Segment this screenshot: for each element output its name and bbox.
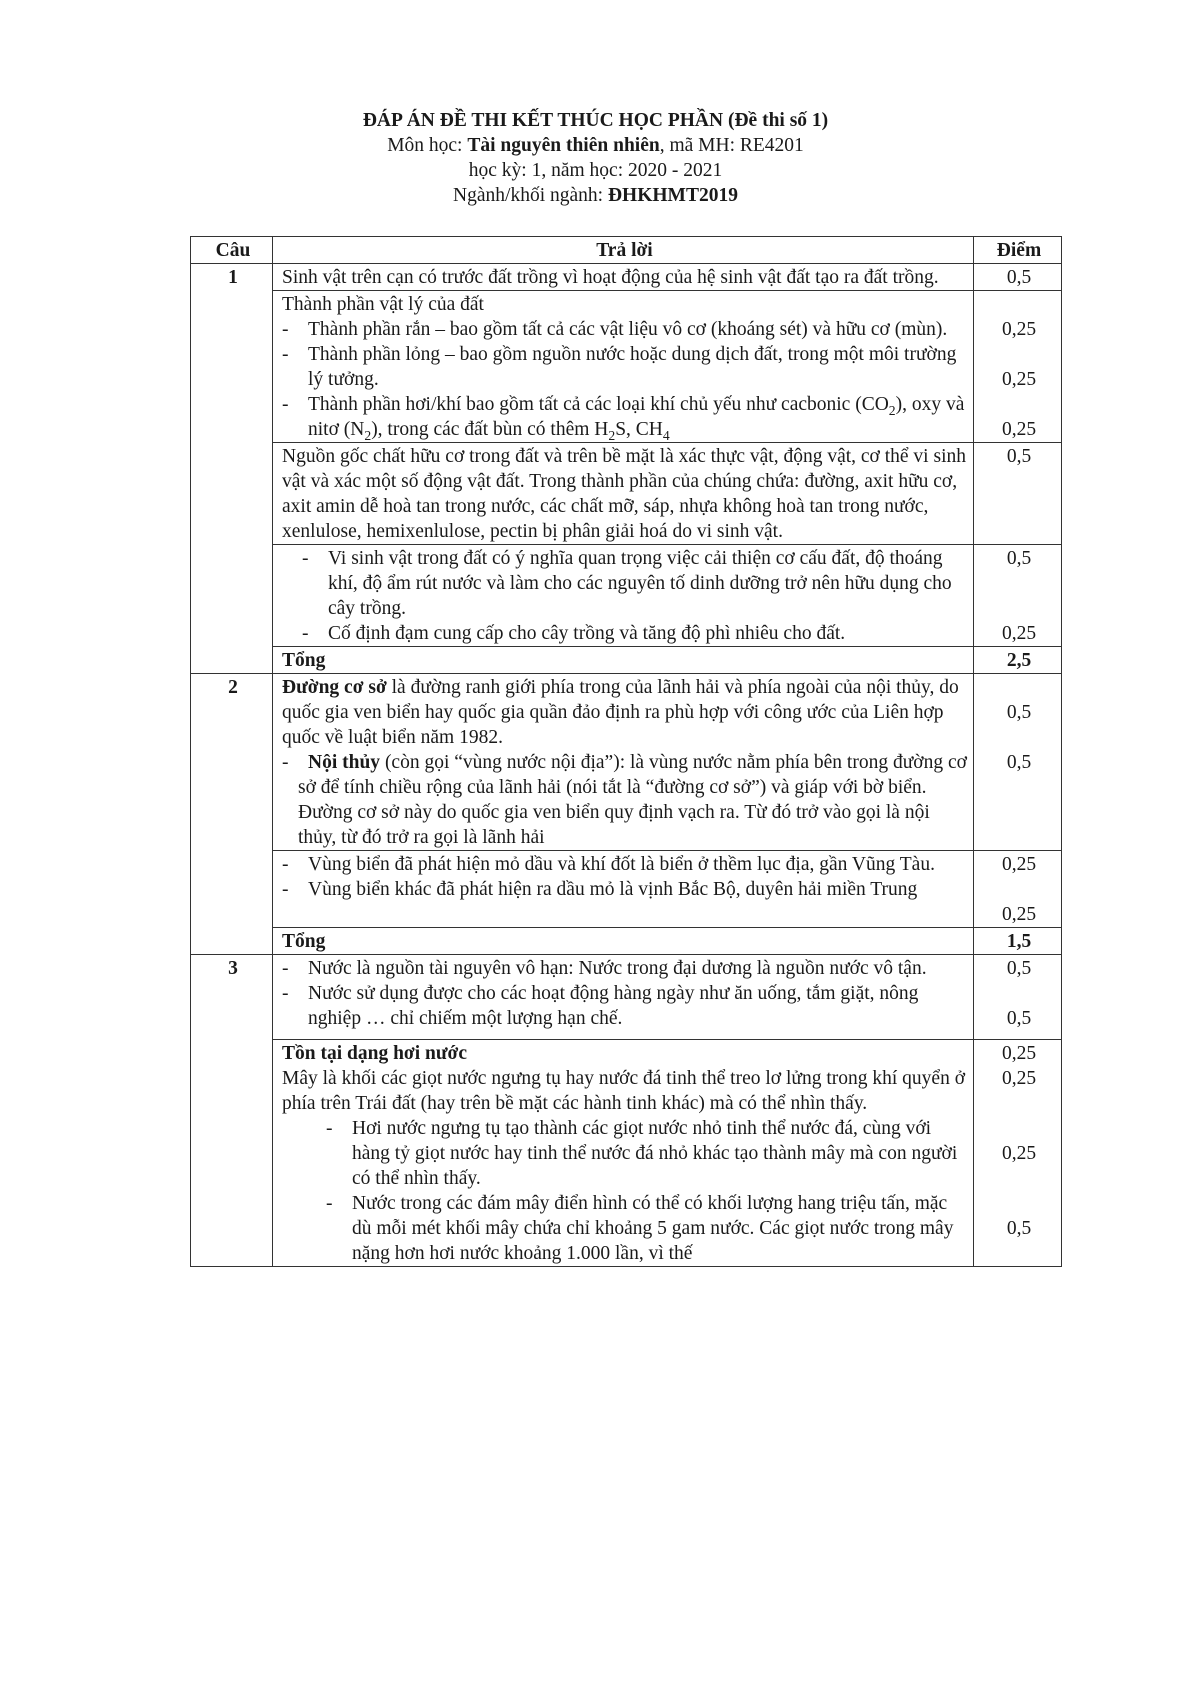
- table-row: [191, 264, 1062, 291]
- answer-cell: - Vùng biển đã phát hiện mỏ dầu và khí đốt là biển ở thềm lục địa, gần Vũng Tàu. - Vùng biển khác đã phát hiện ra dầu mỏ là vịnh Bắc Bộ, duyên hải miền Trung: [273, 851, 974, 928]
- subject-code: , mã MH: RE4201: [659, 135, 804, 156]
- points-cell: 0,25 0,25 0,25: [974, 291, 1062, 443]
- points-cell: 0,5 0,5: [974, 674, 1062, 851]
- total-row: [191, 928, 1062, 955]
- total-points: 2,5: [974, 647, 1062, 674]
- points-cell: 0,25 0,25: [974, 851, 1062, 928]
- points-cell: 0,5 0,5: [974, 955, 1062, 1040]
- answer-cell: Nguồn gốc chất hữu cơ trong đất và trên bề mặt là xác thực vật, động vật, cơ thể vi sinh vật và xác một số động vật đất. Trong thành phần của chúng chứa: đường, axit hữu cơ, axit amin dễ hoà tan trong nước, các chất mỡ, sáp, nhựa không hoà tan trong nước, xenlulose, hemixenlulose, pectin bị phân giải hoá do vi sinh vật.: [273, 443, 974, 545]
- col-points-header: Điểm: [974, 237, 1062, 264]
- answer-cell: Đường cơ sở là đường ranh giới phía trong của lãnh hải và phía ngoài của nội thủy, do quốc gia ven biển hay quốc gia quần đảo định ra phù hợp với công ước của Liên hợp quốc về luật biển năm 1982. - Nội thủy (còn gọi “vùng nước nội địa”): là vùng nước nằm phía bên trong đường cơ sở để tính chiều rộng của lãnh hải (nói tắt là “đường cơ sở”) và giáp với bờ biển. Đường cơ sở này do quốc gia ven biển quy định vạch ra. Từ đó trở vào gọi là nội thủy, từ đó trở ra gọi là lãnh hải: [273, 674, 974, 851]
- document-header: [0, 108, 1191, 208]
- points-cell: 0,5: [974, 443, 1062, 545]
- major-line: Ngành/khối ngành: ĐHKHMT2019: [453, 185, 738, 206]
- document-title: ĐÁP ÁN ĐỀ THI KẾT THÚC HỌC PHẦN (Đề thi số 1): [362, 110, 829, 131]
- table-row: [191, 851, 1062, 928]
- subject-line: Môn học: Tài nguyên thiên nhiên, mã MH: RE4201: [387, 135, 804, 156]
- table-header-row: [191, 237, 1062, 264]
- answer-cell: Tồn tại dạng hơi nước Mây là khối các giọt nước ngưng tụ hay nước đá tinh thể treo lơ lửng trong khí quyển ở phía trên Trái đất (hay trên bề mặt các hành tinh khác) mà có thể nhìn thấy. - Hơi nước ngưng tụ tạo thành các giọt nước nhỏ tinh thể nước đá, cùng với hàng tỷ giọt nước hay tinh thể nước đá nhỏ khác tạo thành mây mà con người có thể nhìn thấy. - Nước trong các đám mây điển hình có thể có khối lượng hang triệu tấn, mặc dù mỗi mét khối mây chứa chỉ khoảng 5 gam nước. Các giọt nước trong mây nặng hơn hơi nước khoảng 1.000 lần, vì thế: [273, 1040, 974, 1267]
- answer-cell: Sinh vật trên cạn có trước đất trồng vì hoạt động của hệ sinh vật đất tạo ra đất trồng.: [273, 264, 974, 291]
- points-cell: 0,5: [974, 264, 1062, 291]
- total-label: Tổng: [273, 647, 974, 674]
- term-line: học kỳ: 1, năm học: 2020 - 2021: [468, 160, 723, 181]
- answer-cell: Thành phần vật lý của đất - Thành phần rắn – bao gồm tất cả các vật liệu vô cơ (khoáng sét) và hữu cơ (mùn). - Thành phần lỏng – bao gồm nguồn nước hoặc dung dịch đất, trong một môi trường lý tưởng. - Thành phần hơi/khí bao gồm tất cả các loại khí chủ yếu như cacbonic $(CO_2)$, oxy và nitơ $(N_2)$, trong các đất bùn có thêm $H_2S$, $CH_4$: [273, 291, 974, 443]
- subject-name: Tài nguyên thiên nhiên: [467, 135, 660, 156]
- points-cell: 0,25 0,25 0,25 0,5: [974, 1040, 1062, 1267]
- points-cell: 0,5 0,25: [974, 545, 1062, 647]
- question-number: 1: [191, 264, 273, 674]
- table-row: [191, 291, 1062, 443]
- col-question-header: Câu: [191, 237, 273, 264]
- total-row: [191, 647, 1062, 674]
- major-name: ĐHKHMT2019: [607, 185, 738, 206]
- answer-cell: - Vi sinh vật trong đất có ý nghĩa quan trọng việc cải thiện cơ cấu đất, độ thoáng khí, độ ẩm rút nước và làm cho các nguyên tố dinh dưỡng trở nên hữu dụng cho cây trồng. - Cố định đạm cung cấp cho cây trồng và tăng độ phì nhiêu cho đất.: [273, 545, 974, 647]
- table-row: [191, 674, 1062, 851]
- table-row: [191, 545, 1062, 647]
- answer-cell: - Nước là nguồn tài nguyên vô hạn: Nước trong đại dương là nguồn nước vô tận. - Nước sử dụng được cho các hoạt động hàng ngày như ăn uống, tắm giặt, nông nghiệp … chỉ chiếm một lượng hạn chế.: [273, 955, 974, 1040]
- question-number: 3: [191, 955, 273, 1267]
- table-row: [191, 1040, 1062, 1267]
- answer-table: [190, 236, 1062, 1267]
- question-number: 2: [191, 674, 273, 955]
- total-points: 1,5: [974, 928, 1062, 955]
- table-row: [191, 443, 1062, 545]
- col-answer-header: Trả lời: [273, 237, 974, 264]
- total-label: Tổng: [273, 928, 974, 955]
- table-row: [191, 955, 1062, 1040]
